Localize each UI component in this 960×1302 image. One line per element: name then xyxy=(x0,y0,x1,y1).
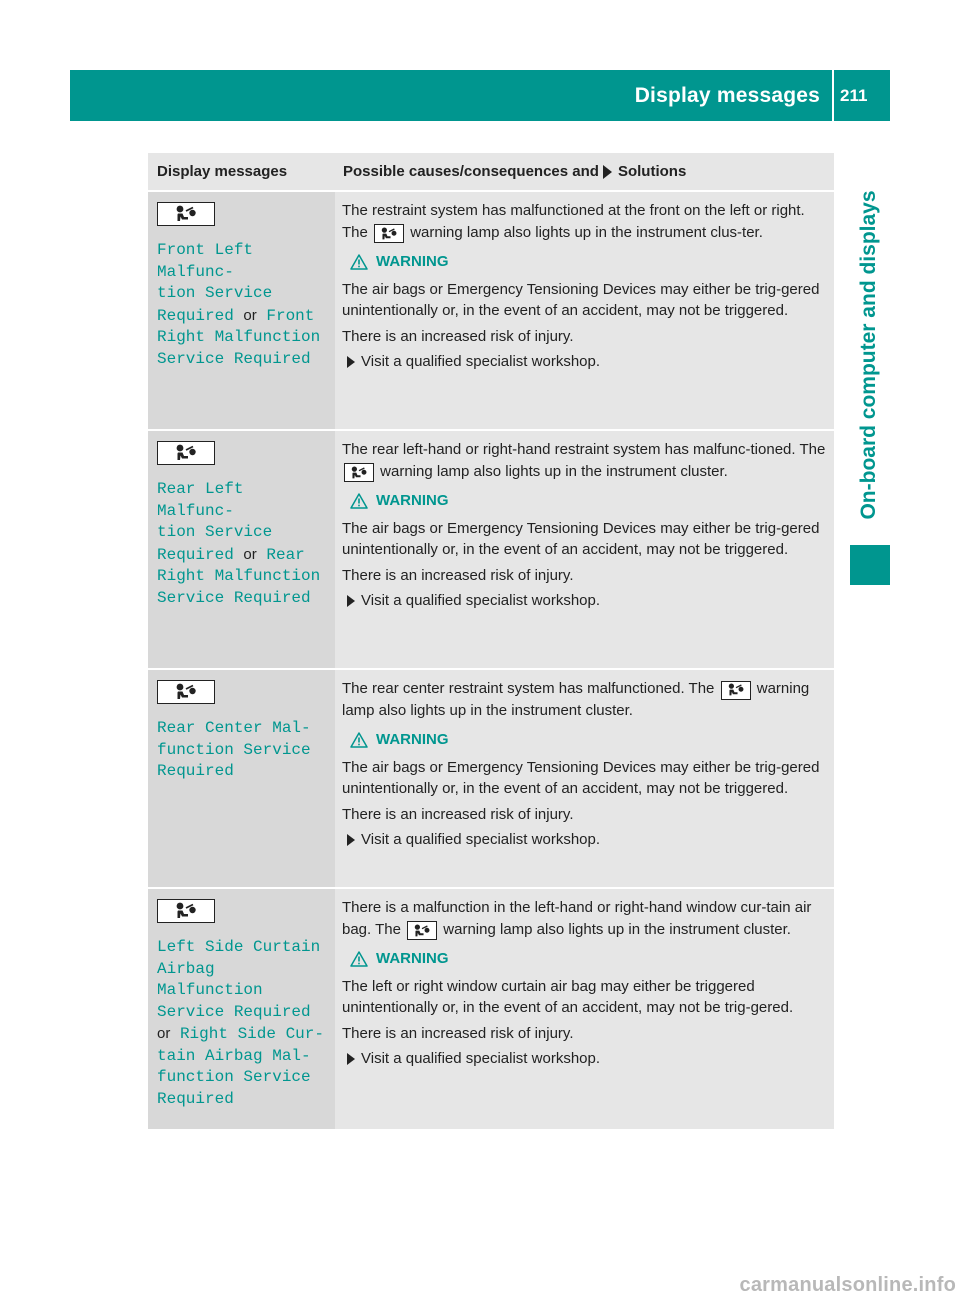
cause-text-a: The rear center restraint system has malfunctioned. The xyxy=(342,680,715,697)
warning-triangle-icon xyxy=(350,951,368,967)
display-message xyxy=(157,718,327,783)
risk-text: There is an increased risk of injury. xyxy=(342,566,574,584)
solution-step xyxy=(342,351,826,373)
causes-cell xyxy=(335,889,834,1129)
solution-step-text: Visit a qualified specialist workshop. xyxy=(361,353,601,370)
inline-airbag-icon-box xyxy=(344,463,374,482)
airbag-icon-box xyxy=(157,441,215,465)
cause-text xyxy=(342,897,826,940)
inline-airbag-icon-box xyxy=(407,921,437,940)
airbag-icon-box xyxy=(157,202,215,226)
col-header-causes xyxy=(335,153,834,190)
causes-cell xyxy=(335,192,834,429)
arrow-right-icon xyxy=(347,834,355,846)
airbag-icon-box xyxy=(157,680,215,704)
message-cell xyxy=(148,192,335,429)
display-message-primary: Front Left Malfunc- tion Service Required xyxy=(157,241,273,325)
airbag-warning-icon xyxy=(349,466,369,480)
table-row xyxy=(148,431,834,670)
cause-text-b: warning lamp also lights up in the instrument cluster. xyxy=(380,462,728,480)
airbag-warning-icon xyxy=(173,444,199,462)
side-tab-marker xyxy=(850,545,890,585)
display-message-alternate: Front Right Malfunction Service Required xyxy=(157,306,321,368)
warning-label: WARNING xyxy=(376,492,449,509)
solution-step xyxy=(342,1048,826,1070)
display-message-or: or xyxy=(243,306,257,324)
table-header xyxy=(148,153,834,192)
table-row xyxy=(148,192,834,431)
causes-cell xyxy=(335,431,834,668)
display-message xyxy=(157,479,327,609)
display-message xyxy=(157,240,327,370)
page-number: 211 xyxy=(840,86,868,105)
arrow-right-icon xyxy=(603,165,612,179)
display-message-alternate: Rear Right Malfunction Service Required xyxy=(157,545,321,607)
warning-heading xyxy=(350,729,826,751)
table-row xyxy=(148,670,834,889)
display-messages-table xyxy=(148,153,834,1131)
col-header-display-messages: Display messages xyxy=(157,163,288,180)
display-message-primary: Rear Left Malfunc- tion Service Required xyxy=(157,480,273,564)
warning-text: The air bags or Emergency Tensioning Devices may either be trig-gered unintentionally or, in the event of an accident, may not be triggered. xyxy=(342,519,820,558)
airbag-warning-icon xyxy=(379,227,399,241)
display-message-alternate: Right Side Cur- tain Airbag Mal- function Service Required xyxy=(157,1025,324,1108)
col-header-solutions-text: Solutions xyxy=(617,163,687,180)
warning-heading xyxy=(350,948,826,970)
warning-label: WARNING xyxy=(376,950,449,967)
warning-heading xyxy=(350,490,826,512)
display-message-or: or xyxy=(243,545,257,563)
airbag-icon-box xyxy=(157,899,215,923)
cause-text-b: warning lamp also lights up in the instrument cluster. xyxy=(443,920,791,938)
solution-step xyxy=(342,829,826,851)
display-message-primary: Rear Center Mal- function Service Required xyxy=(157,719,311,780)
warning-triangle-icon xyxy=(350,254,368,270)
watermark: carmanualsonline.info xyxy=(739,1274,956,1296)
airbag-warning-icon xyxy=(173,205,199,223)
display-message-primary: Left Side Curtain Airbag Malfunction Service Required xyxy=(157,938,321,1021)
inline-airbag-icon-box xyxy=(721,681,751,700)
risk-text: There is an increased risk of injury. xyxy=(342,805,574,823)
arrow-right-icon xyxy=(347,1053,355,1065)
risk-text: There is an increased risk of injury. xyxy=(342,1024,574,1042)
arrow-right-icon xyxy=(347,356,355,368)
airbag-warning-icon xyxy=(173,902,199,920)
message-cell xyxy=(148,889,335,1129)
airbag-warning-icon xyxy=(412,924,432,938)
page-title: Display messages xyxy=(634,84,820,107)
solution-step-text: Visit a qualified specialist workshop. xyxy=(361,1050,601,1067)
warning-label: WARNING xyxy=(376,253,449,270)
solution-step-text: Visit a qualified specialist workshop. xyxy=(361,831,601,848)
cause-text-b: warning lamp also lights up in the instrument cluster. xyxy=(342,680,810,719)
header-separator xyxy=(832,70,834,121)
cause-text xyxy=(342,200,826,243)
display-message-or: or xyxy=(157,1025,171,1042)
risk-text: There is an increased risk of injury. xyxy=(342,327,574,345)
table-row xyxy=(148,889,834,1131)
side-section-label-text: On-board computer and displays xyxy=(857,190,880,520)
cause-text-a: The restraint system has malfunctioned at the front on the left or right. The xyxy=(342,202,805,241)
display-message xyxy=(157,937,327,1110)
cause-text-a: The rear left-hand or right-hand restraint system has malfunc-tioned. The xyxy=(342,441,826,458)
causes-cell xyxy=(335,670,834,887)
warning-triangle-icon xyxy=(350,732,368,748)
solution-step-text: Visit a qualified specialist workshop. xyxy=(361,592,601,609)
message-cell xyxy=(148,431,335,668)
warning-label: WARNING xyxy=(376,731,449,748)
arrow-right-icon xyxy=(347,595,355,607)
inline-airbag-icon-box xyxy=(374,224,404,243)
warning-heading xyxy=(350,251,826,273)
cause-text-b: warning lamp also lights up in the instrument clus-ter. xyxy=(410,223,763,241)
col-header-causes-text: Possible causes/consequences and xyxy=(343,163,599,180)
airbag-warning-icon xyxy=(726,683,746,697)
cause-text xyxy=(342,439,826,482)
side-section-label xyxy=(850,170,888,540)
message-cell xyxy=(148,670,335,887)
header-bar xyxy=(70,70,890,121)
warning-triangle-icon xyxy=(350,493,368,509)
cause-text xyxy=(342,678,826,721)
warning-text: The air bags or Emergency Tensioning Devices may either be trig-gered unintentionally or, in the event of an accident, may not be triggered. xyxy=(342,758,820,797)
airbag-warning-icon xyxy=(173,683,199,701)
warning-text: The left or right window curtain air bag may either be triggered unintentionally or, in the event of an accident, may not be trig-gered. xyxy=(342,977,794,1016)
solution-step xyxy=(342,590,826,612)
warning-text: The air bags or Emergency Tensioning Devices may either be trig-gered unintentionally or, in the event of an accident, may not be triggered. xyxy=(342,280,820,319)
cause-text-a: There is a malfunction in the left-hand or right-hand window cur-tain air bag. The xyxy=(342,899,812,938)
